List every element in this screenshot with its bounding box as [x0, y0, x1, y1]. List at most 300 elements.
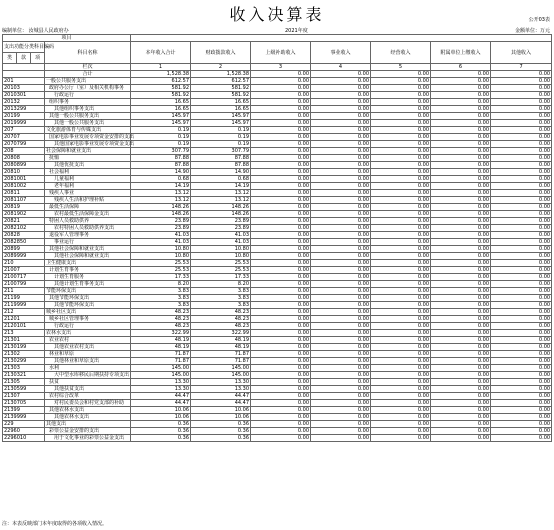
table-row — [3, 337, 552, 344]
row-total: 48.19 — [131, 344, 191, 351]
row-zero: 0.00 — [251, 134, 311, 141]
row-zero: 0.00 — [491, 253, 552, 260]
row-total: 3.83 — [131, 288, 191, 295]
table-row — [3, 85, 552, 92]
row-name: 卫生健康支出 — [45, 260, 131, 267]
report-title: 收入决算表 — [229, 5, 325, 24]
row-zero: 0.00 — [491, 113, 552, 120]
row-total: 3.83 — [131, 302, 191, 309]
row-zero: 0.00 — [371, 281, 431, 288]
row-zero: 0.00 — [311, 169, 371, 176]
table-row — [3, 288, 552, 295]
table-row — [3, 379, 552, 386]
row-total: 13.12 — [131, 197, 191, 204]
row-zero: 0.00 — [311, 344, 371, 351]
row-zero: 0.00 — [311, 288, 371, 295]
row-zero: 0.00 — [371, 407, 431, 414]
row-zero: 0.00 — [311, 127, 371, 134]
row-total: 10.80 — [131, 253, 191, 260]
row-name: 其他农林水支出 — [45, 414, 131, 421]
row-zero: 0.00 — [431, 421, 491, 428]
row-zero: 0.00 — [491, 302, 552, 309]
row-name: 组织事务 — [45, 99, 131, 106]
table-row — [3, 183, 552, 190]
row-total: 41.03 — [131, 232, 191, 239]
row-zero: 0.00 — [491, 365, 552, 372]
row-fiscal: 8.20 — [191, 281, 251, 288]
row-zero: 0.00 — [431, 428, 491, 435]
row-zero: 0.00 — [431, 260, 491, 267]
row-zero: 0.00 — [431, 148, 491, 155]
row-zero: 0.00 — [371, 316, 431, 323]
row-zero: 0.00 — [431, 92, 491, 99]
row-zero: 0.00 — [431, 113, 491, 120]
table-row — [3, 253, 552, 260]
col-header-business: 事业收入 — [311, 42, 371, 64]
row-fiscal: 10.80 — [191, 253, 251, 260]
row-fiscal: 581.92 — [191, 85, 251, 92]
row-zero: 0.00 — [371, 106, 431, 113]
total-value: 0.00 — [491, 71, 552, 78]
row-total: 0.36 — [131, 421, 191, 428]
row-zero: 0.00 — [311, 183, 371, 190]
table-row — [3, 421, 552, 428]
row-zero: 0.00 — [491, 274, 552, 281]
row-name: 农林水支出 — [45, 330, 131, 337]
row-zero: 0.00 — [371, 225, 431, 232]
row-zero: 0.00 — [491, 316, 552, 323]
row-zero: 0.00 — [251, 155, 311, 162]
row-total: 13.12 — [131, 190, 191, 197]
row-code: 208 — [3, 148, 45, 155]
row-zero: 0.00 — [251, 120, 311, 127]
row-zero: 0.00 — [251, 106, 311, 113]
row-zero: 0.00 — [491, 78, 552, 85]
col-number: 6 — [431, 64, 491, 71]
row-code: 20819 — [3, 204, 45, 211]
header-spacer — [131, 35, 552, 42]
row-zero: 0.00 — [251, 246, 311, 253]
total-value: 0.00 — [251, 71, 311, 78]
row-name: 计划生育服务 — [45, 274, 131, 281]
row-zero: 0.00 — [311, 400, 371, 407]
row-code: 21199 — [3, 295, 45, 302]
row-zero: 0.00 — [491, 323, 552, 330]
row-code: 2081001 — [3, 176, 45, 183]
row-zero: 0.00 — [371, 127, 431, 134]
row-code: 2119999 — [3, 302, 45, 309]
row-name: 其他国家电影事业发展专项资金支出 — [45, 141, 131, 148]
row-zero: 0.00 — [251, 197, 311, 204]
row-zero: 0.00 — [251, 344, 311, 351]
row-zero: 0.00 — [431, 274, 491, 281]
row-code: 210 — [3, 260, 45, 267]
row-code: 2010301 — [3, 92, 45, 99]
column-number-row — [3, 64, 552, 71]
row-zero: 0.00 — [251, 379, 311, 386]
form-code: 公开03表 — [528, 17, 550, 23]
row-code: 21201 — [3, 316, 45, 323]
row-fiscal: 41.03 — [191, 232, 251, 239]
row-code: 20828 — [3, 232, 45, 239]
total-value: 1,528.38 — [131, 71, 191, 78]
table-row — [3, 330, 552, 337]
project-header: 项目 — [3, 35, 131, 42]
total-row — [3, 71, 552, 78]
row-zero: 0.00 — [371, 148, 431, 155]
row-zero: 0.00 — [251, 92, 311, 99]
table-row — [3, 323, 552, 330]
row-zero: 0.00 — [431, 134, 491, 141]
row-zero: 0.00 — [311, 330, 371, 337]
row-code: 20103 — [3, 85, 45, 92]
row-zero: 0.00 — [251, 176, 311, 183]
row-zero: 0.00 — [311, 92, 371, 99]
row-fiscal: 71.87 — [191, 351, 251, 358]
row-zero: 0.00 — [311, 253, 371, 260]
row-name: 其他社会保障和就业支出 — [45, 246, 131, 253]
row-zero: 0.00 — [251, 78, 311, 85]
row-zero: 0.00 — [251, 414, 311, 421]
row-code: 2082850 — [3, 239, 45, 246]
row-name: 最低生活保障 — [45, 204, 131, 211]
row-zero: 0.00 — [431, 120, 491, 127]
row-total: 145.97 — [131, 120, 191, 127]
row-fiscal: 612.57 — [191, 78, 251, 85]
row-zero: 0.00 — [491, 106, 552, 113]
row-name: 农村最低生活保障金支出 — [45, 211, 131, 218]
row-zero: 0.00 — [251, 435, 311, 442]
row-zero: 0.00 — [371, 78, 431, 85]
row-zero: 0.00 — [371, 393, 431, 400]
row-zero: 0.00 — [311, 407, 371, 414]
row-zero: 0.00 — [311, 281, 371, 288]
row-total: 0.36 — [131, 428, 191, 435]
table-row — [3, 169, 552, 176]
row-zero: 0.00 — [491, 351, 552, 358]
row-zero: 0.00 — [371, 323, 431, 330]
code-header: 支出功能分类科目编码 — [3, 42, 45, 53]
row-zero: 0.00 — [491, 239, 552, 246]
row-name: 其他一般公共服务支出 — [45, 113, 131, 120]
total-value: 1,528.38 — [191, 71, 251, 78]
row-code: 20810 — [3, 169, 45, 176]
row-code: 207 — [3, 127, 45, 134]
row-name: 其他计划生育事务支出 — [45, 281, 131, 288]
row-zero: 0.00 — [251, 211, 311, 218]
total-value: 0.00 — [311, 71, 371, 78]
row-code: 20811 — [3, 190, 45, 197]
table-row — [3, 358, 552, 365]
row-zero: 0.00 — [251, 400, 311, 407]
row-name: 计划生育事务 — [45, 267, 131, 274]
table-row — [3, 113, 552, 120]
row-total: 16.65 — [131, 99, 191, 106]
table-row — [3, 435, 552, 442]
row-zero: 0.00 — [491, 197, 552, 204]
row-zero: 0.00 — [251, 421, 311, 428]
row-zero: 0.00 — [491, 358, 552, 365]
table-row — [3, 260, 552, 267]
row-fiscal: 0.19 — [191, 141, 251, 148]
row-fiscal: 0.19 — [191, 134, 251, 141]
row-code: 2130199 — [3, 344, 45, 351]
row-zero: 0.00 — [371, 197, 431, 204]
table-row — [3, 120, 552, 127]
row-name: 彩票公益金安排的支出 — [45, 428, 131, 435]
row-zero: 0.00 — [431, 169, 491, 176]
table-row — [3, 316, 552, 323]
row-fiscal: 10.06 — [191, 414, 251, 421]
row-fiscal: 13.12 — [191, 197, 251, 204]
row-zero: 0.00 — [311, 134, 371, 141]
row-zero: 0.00 — [371, 260, 431, 267]
row-zero: 0.00 — [371, 85, 431, 92]
row-total: 581.92 — [131, 85, 191, 92]
row-zero: 0.00 — [251, 225, 311, 232]
row-name: 儿童福利 — [45, 176, 131, 183]
row-zero: 0.00 — [371, 99, 431, 106]
row-total: 307.79 — [131, 148, 191, 155]
row-zero: 0.00 — [431, 246, 491, 253]
row-fiscal: 23.89 — [191, 218, 251, 225]
row-fiscal: 10.06 — [191, 407, 251, 414]
row-zero: 0.00 — [371, 113, 431, 120]
row-fiscal: 0.68 — [191, 176, 251, 183]
row-total: 10.06 — [131, 407, 191, 414]
table-row — [3, 148, 552, 155]
table-row — [3, 400, 552, 407]
row-total: 13.30 — [131, 379, 191, 386]
table-row — [3, 407, 552, 414]
row-zero: 0.00 — [431, 225, 491, 232]
row-zero: 0.00 — [491, 379, 552, 386]
row-total: 10.80 — [131, 246, 191, 253]
row-zero: 0.00 — [431, 323, 491, 330]
row-fiscal: 14.19 — [191, 183, 251, 190]
row-code: 2019999 — [3, 120, 45, 127]
row-name: 行政运行 — [45, 323, 131, 330]
row-zero: 0.00 — [251, 141, 311, 148]
row-zero: 0.00 — [251, 85, 311, 92]
row-zero: 0.00 — [311, 225, 371, 232]
row-zero: 0.00 — [491, 407, 552, 414]
row-zero: 0.00 — [311, 155, 371, 162]
row-fiscal: 16.65 — [191, 99, 251, 106]
row-total: 322.99 — [131, 330, 191, 337]
table-row — [3, 211, 552, 218]
row-name: 残疾人生活和护理补贴 — [45, 197, 131, 204]
row-name: 其他节能环保支出 — [45, 295, 131, 302]
row-name: 农村综合改革 — [45, 393, 131, 400]
table-row — [3, 197, 552, 204]
row-zero: 0.00 — [491, 337, 552, 344]
row-zero: 0.00 — [311, 148, 371, 155]
row-name: 其他社会保障和就业支出 — [45, 253, 131, 260]
row-code: 2296010 — [3, 435, 45, 442]
row-zero: 0.00 — [491, 218, 552, 225]
row-zero: 0.00 — [371, 379, 431, 386]
row-fiscal: 3.83 — [191, 288, 251, 295]
row-zero: 0.00 — [311, 260, 371, 267]
row-zero: 0.00 — [431, 344, 491, 351]
row-zero: 0.00 — [311, 190, 371, 197]
table-row — [3, 78, 552, 85]
row-zero: 0.00 — [251, 190, 311, 197]
row-total: 17.33 — [131, 274, 191, 281]
row-code: 229 — [3, 421, 45, 428]
row-zero: 0.00 — [371, 134, 431, 141]
row-code: 2130705 — [3, 400, 45, 407]
row-zero: 0.00 — [431, 309, 491, 316]
row-zero: 0.00 — [371, 183, 431, 190]
row-zero: 0.00 — [491, 330, 552, 337]
row-zero: 0.00 — [311, 379, 371, 386]
row-zero: 0.00 — [251, 113, 311, 120]
table-row — [3, 344, 552, 351]
row-zero: 0.00 — [371, 239, 431, 246]
row-zero: 0.00 — [311, 141, 371, 148]
row-name: 其他农业农村支出 — [45, 344, 131, 351]
table-row — [3, 162, 552, 169]
table-row — [3, 302, 552, 309]
row-zero: 0.00 — [491, 225, 552, 232]
row-zero: 0.00 — [251, 218, 311, 225]
row-total: 13.30 — [131, 386, 191, 393]
row-zero: 0.00 — [491, 309, 552, 316]
row-name: 水利 — [45, 365, 131, 372]
table-row — [3, 232, 552, 239]
row-zero: 0.00 — [311, 274, 371, 281]
row-zero: 0.00 — [431, 393, 491, 400]
row-fiscal: 148.26 — [191, 211, 251, 218]
row-zero: 0.00 — [311, 232, 371, 239]
row-zero: 0.00 — [431, 253, 491, 260]
row-zero: 0.00 — [371, 414, 431, 421]
table-row — [3, 372, 552, 379]
table-row — [3, 190, 552, 197]
row-fiscal: 25.53 — [191, 267, 251, 274]
table-row — [3, 295, 552, 302]
row-zero: 0.00 — [311, 365, 371, 372]
row-zero: 0.00 — [371, 351, 431, 358]
row-code: 2082102 — [3, 225, 45, 232]
row-code: 212 — [3, 309, 45, 316]
row-zero: 0.00 — [251, 365, 311, 372]
row-code: 2081902 — [3, 211, 45, 218]
row-zero: 0.00 — [371, 155, 431, 162]
row-code: 2070799 — [3, 141, 45, 148]
row-total: 14.90 — [131, 169, 191, 176]
row-fiscal: 145.97 — [191, 120, 251, 127]
row-name: 社会保障和就业支出 — [45, 148, 131, 155]
row-code: 2130299 — [3, 358, 45, 365]
row-code: 21307 — [3, 393, 45, 400]
row-code: 2081002 — [3, 183, 45, 190]
row-zero: 0.00 — [431, 386, 491, 393]
row-zero: 0.00 — [251, 162, 311, 169]
row-zero: 0.00 — [251, 358, 311, 365]
row-name: 其他优抚支出 — [45, 162, 131, 169]
row-zero: 0.00 — [371, 274, 431, 281]
row-total: 48.23 — [131, 316, 191, 323]
table-row — [3, 127, 552, 134]
row-zero: 0.00 — [311, 295, 371, 302]
table-row — [3, 141, 552, 148]
row-fiscal: 13.12 — [191, 190, 251, 197]
row-total: 145.00 — [131, 372, 191, 379]
row-zero: 0.00 — [251, 288, 311, 295]
row-fiscal: 3.83 — [191, 295, 251, 302]
row-total: 25.53 — [131, 267, 191, 274]
row-name: 农村特困人员救助供养支出 — [45, 225, 131, 232]
table-row — [3, 155, 552, 162]
table-row — [3, 393, 552, 400]
row-zero: 0.00 — [491, 400, 552, 407]
row-zero: 0.00 — [431, 316, 491, 323]
row-name: 其他节能环保支出 — [45, 302, 131, 309]
row-zero: 0.00 — [431, 183, 491, 190]
row-zero: 0.00 — [311, 120, 371, 127]
row-zero: 0.00 — [311, 176, 371, 183]
row-name: 退役军人管理事务 — [45, 232, 131, 239]
unit-name: 汝城县人民政府办 — [28, 28, 69, 34]
row-zero: 0.00 — [251, 337, 311, 344]
row-total: 0.19 — [131, 127, 191, 134]
row-code: 2080899 — [3, 162, 45, 169]
row-zero: 0.00 — [491, 85, 552, 92]
row-total: 48.23 — [131, 323, 191, 330]
row-total: 23.89 — [131, 218, 191, 225]
row-zero: 0.00 — [371, 288, 431, 295]
row-name: 用于文化事业的彩票公益金支出 — [45, 435, 131, 442]
row-zero: 0.00 — [251, 316, 311, 323]
row-zero: 0.00 — [431, 407, 491, 414]
row-zero: 0.00 — [251, 386, 311, 393]
total-value: 0.00 — [431, 71, 491, 78]
col-number: 7 — [491, 64, 552, 71]
row-zero: 0.00 — [491, 260, 552, 267]
row-zero: 0.00 — [311, 113, 371, 120]
table-row — [3, 281, 552, 288]
row-zero: 0.00 — [311, 323, 371, 330]
row-name: 大中型水库移民后期扶持专项支出 — [45, 372, 131, 379]
row-zero: 0.00 — [251, 127, 311, 134]
row-total: 0.19 — [131, 134, 191, 141]
row-code: 2130321 — [3, 372, 45, 379]
row-zero: 0.00 — [491, 211, 552, 218]
row-code: 21301 — [3, 337, 45, 344]
row-zero: 0.00 — [251, 309, 311, 316]
row-code: 20707 — [3, 134, 45, 141]
row-name: 扶贫 — [45, 379, 131, 386]
row-zero: 0.00 — [251, 323, 311, 330]
row-code: 2089999 — [3, 253, 45, 260]
row-total: 0.68 — [131, 176, 191, 183]
row-name: 一般公共服务支出 — [45, 78, 131, 85]
row-zero: 0.00 — [251, 239, 311, 246]
col-number: 3 — [251, 64, 311, 71]
row-zero: 0.00 — [371, 232, 431, 239]
col-header-fiscal: 财政拨款收入 — [191, 42, 251, 64]
row-zero: 0.00 — [251, 267, 311, 274]
col-header-other: 其他收入 — [491, 42, 552, 64]
row-zero: 0.00 — [311, 239, 371, 246]
row-zero: 0.00 — [371, 344, 431, 351]
row-zero: 0.00 — [431, 365, 491, 372]
row-zero: 0.00 — [431, 211, 491, 218]
row-zero: 0.00 — [251, 204, 311, 211]
